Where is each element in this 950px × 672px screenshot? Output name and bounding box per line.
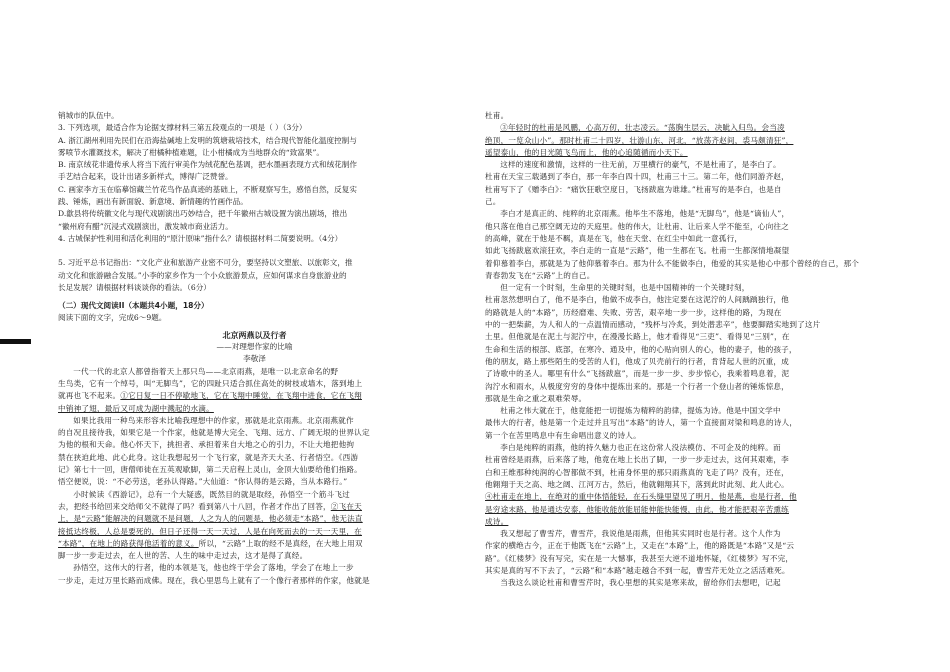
underlined-sentence-4-cont: 成诗。	[485, 516, 509, 526]
underlined-sentence-4-cont: 是穷途末路、他是通达安泰，他能收能放能屈能伸能快能慢，由此，他才能把艰辛苦熏练	[485, 504, 789, 514]
para-line: 其实是真的写不下去了，“云路”和“本路”越走越合不到一起，曹雪芹无处立之活活难死。	[485, 565, 790, 575]
para-line: 杜甫在天宝三载遇到了李白，那一年李白四十四，杜甫三十三。第二年，他们同游齐赵，	[485, 172, 789, 182]
underlined-sentence-2-cont: “本路”，在地上的路获得他活着的意义。	[58, 538, 199, 548]
para-line: 沟泞水和雨水，从极度穷穷的身体中提炼出来的。那是一个行者一个登山者的锤炼惊息，	[485, 381, 789, 391]
para-line: 这样的速度和激情，这样的一往无前，万里横行的豪气，不是杜甫了，是李白了。	[500, 160, 781, 170]
para-line: 为他的根和天命。他心怀天下，挑担者、承担着来自大地之心的引力，不让大地把他拘	[58, 440, 355, 450]
option-b: B. 南京绒花非遗传承人将当下流行审美作为绒花配色基调，把水墨画表现方式和绒花制作	[58, 160, 357, 170]
para-line: 己。	[485, 197, 501, 207]
para-line: 他翱翔于天之高、地之阔、江河万古，然后，他就翱翔其下，落到此时此刻、此人此心。	[485, 479, 789, 489]
para-line: 脚一步一步走过去，在人世的苦、人生的味中走过去，这才是得了真经。	[58, 551, 308, 561]
para-line: 杜甫写下了《赠李白》：“痛饮狂歌空度日，飞扬跋扈为谁雄。”杜甫写的是李白，也是自	[485, 184, 782, 194]
para-line: 的路就是人的“本路”，历经磨难、失败、劳苦，艰辛地一步一步，这样他的路，为现在	[485, 307, 782, 317]
para-line: 一代一代的北京人都曾指着天上那只鸟——北京雨燕，是唯一以北京命名的野	[73, 366, 339, 376]
article-title: 北京两燕以及行者	[222, 329, 287, 340]
para-line: 一步走，走过万里长路而成佛。现在，我心里思鸟上就有了一个像行者那样的作家，他就是	[58, 575, 370, 585]
para-line: 他的朋友，路上那些陌生的受苦的人们，他成了贝壳前行的行者，肯背起人世的沉重，成	[485, 356, 789, 366]
para-line: 如果比我用一种鸟来形容未比喻我理想中的作家，那就是北京雨燕。北京雨燕就作	[73, 415, 354, 425]
para-line: 了诗歌中的圣人。哪里有什么“飞扬跋扈”，而是一步一步、步步惊心，我乘着鸣息着，泥	[485, 369, 790, 379]
option-d: D.歙县将传统徽文化与现代戏剧演出巧妙结合，把千年徽州古城设置为演出剧场，推出	[58, 209, 348, 219]
text-line: 手艺结合起来，设计出诸多新样式，博得广泛赞誉。	[58, 172, 233, 182]
para-line: 小时候读《西游记》，总有一个大疑惑，既然目的就是取经，孙悟空一个筋斗飞过	[73, 489, 350, 499]
para-line: 生命和生活的根部、底部，在寒冷、通及中，他的心贴向别人的心，他的妻子，他的孩子，	[485, 344, 797, 354]
para-line: 作家的横绝古今，正在于他既飞在“云路”上，又走在“本路”上，他的路既是“本路”又是“云	[485, 541, 795, 551]
question-4: 4. 古城保护性利用和活化利用的“原汁原味”指什么？请根据材料二简要说明。（4分）	[58, 233, 343, 243]
para-line: 杜甫曾经是雨燕，后来落了地，他竟在地上长出了脚，一步一步走过去，这何其艰难，李	[485, 455, 789, 465]
para-line: 悟空便说，说：“不必劳送，老孙认得路。”大仙道：“你认得的是云路，当从本路行。”	[58, 477, 348, 487]
para-line: 但一定有一个时刻，生命里的关键时刻，也是中国精神的一个关键时刻，	[500, 283, 750, 293]
para-line: 当我这么谈论杜甫和曹雪芹时，我心里想的其实是寒来故，留给你们去想吧，记起	[500, 578, 781, 588]
para-line	[58, 390, 451, 402]
para-fragment: 所以，“云路”上取的经不是真经，在大地上用双	[198, 538, 363, 548]
section-title: （二）现代文阅读II（本题共4小题，18分）	[58, 301, 209, 311]
para-line: 土里。但他就是在泥土与泥泞中，在漫漫长路上，他才看得见“三吏”、看得见“三别”，在	[485, 332, 790, 342]
para-line	[58, 538, 451, 550]
question-5: 5. 习近平总书记指出：“文化产业和旅游产业密不可分，要坚持以文塑旅、以旅彰文，推	[58, 258, 353, 268]
question-3: 3. 下列选项，最适合作为论据支撑材料三第五段观点的一项是（ ）（3分）	[58, 123, 307, 133]
underlined-sentence-4: ④杜甫走在地上，在绝对的重中体悟能轻，在石头缝里望见了明月，他是燕，也是行者，他	[485, 492, 797, 502]
para-line	[58, 501, 451, 513]
text-line: 雾喷节水灌溉技术，解决了柑橘种植难题，让小柑橘成为当地群众的“致富果”。	[58, 147, 324, 157]
para-line: 杜甫之伟大就在于，他竟能把一切提炼为精粹的韵律，提炼为诗。他是中国文学中	[500, 406, 781, 416]
para-line: 孙悟空，这伟大的行者，他的本领是飞，他也终于学会了落地，学会了在地上一步	[73, 563, 354, 573]
para-line: 第一个在苦里鸣息中有生命唱出意义的诗人。	[485, 430, 641, 440]
para-fragment: 就再也飞不起来。	[58, 391, 121, 401]
para-line: 杜甫忽然想明白了，他不是李白，他做不成李白，他注定要在这泥泞的人间踽踽独行，他	[485, 295, 789, 305]
para-line: 杜甫。	[485, 111, 509, 120]
article-subtitle: ——对理想作家的比喻	[216, 342, 293, 352]
para-line: 的自况且接待我，如果它是一个作家，他就是博大完全、飞翔、远方、广阔无垠的世界认定	[58, 428, 370, 438]
para-line: 白和王维那种纯润的心智都做不到，杜甫身怀里的那只雨燕真的飞走了吗？没有，还在，	[485, 467, 789, 477]
underlined-sentence-2-cont: 接抵达终极，人总是要死的，但日子还得一天一天过，人是在向死而去的一天一天里，在	[58, 526, 362, 536]
underlined-sentence-1-cont: 中销神了翅，最后又可成为湖中溅起的水滴。	[58, 403, 214, 413]
instruction: 阅读下面的文字，完成6～9题。	[58, 313, 167, 323]
para-line: 路”。《红楼梦》没有写完，实在是一大憾事，我甚至大逆不道地怀疑，《红楼梦》写不完，	[485, 553, 794, 563]
text-line: “徽州府有醋”沉浸式戏剧演出，激发城市商业活力。	[58, 221, 233, 231]
para-line: 青春勃发飞在“云路”上的自己。	[485, 270, 595, 280]
para-line: 我又想起了曹雪芹，曹雪芹，我说他是雨燕，但他其实同时也是行者。这个人作为	[500, 529, 781, 539]
para-line: 记》第七十一回，唐僧师徒在五英观歇脚，第二天启程上灵山，金顶大仙要给他们指路。	[58, 465, 362, 475]
underlined-sentence-2: ②飞在天	[330, 501, 362, 511]
text-line: 长足发展？请根据材料谈谈你的看法。（6分）	[58, 282, 211, 292]
underlined-sentence-3-cont: 遥望泰山，他的目光随飞鸟而上，他的心追随循而小天下。	[485, 147, 688, 157]
text-line: 践、锤炼，画出有新面貌、新意境、新情趣的竹画作品。	[58, 197, 248, 207]
article-body-left	[58, 366, 451, 587]
para-line: 中的一把柴薪，为人和人的一点温情而感动，“残杯与冷炙，到处潜悲辛”，他要脚踏实地到了这片	[485, 320, 821, 330]
underlined-sentence-3: ③年轻时的杜甫是风鹏，心高万仞，壮志凌云。“荡胸生层云，决眦入归鸟。会当凌	[500, 123, 785, 133]
option-c: C. 画家李方玉在临摹馆藏兰竹花鸟作品真迹的基础上，不断观察写生，感悟自然，反复实	[58, 184, 357, 194]
text-line: 动文化和旅游融合发展。”小李的家乡作为一个小众旅游景点，应如何谋求自身旅游业的	[58, 270, 347, 280]
underlined-sentence-2-cont: 上，是“云路”能解决的问题就不是问题，人之为人的问题是，他必须走“本路”，他无法直	[58, 514, 363, 524]
para-line: 李白才是真正的、纯粹的北京雨燕。他毕生不落地，他是“无脚鸟”，他是“谪仙人”，	[500, 209, 790, 219]
para-line: 禁在狭迫此地、此心此身。这让我想起另一个飞行家，就是齐天大圣、行者悟空。《西游	[58, 452, 359, 462]
para-line: 那就是生命之重之艰难荣辱。	[485, 393, 587, 403]
para-line: 着仰慕着李白，那就是为了他仰慕着李白。那为什么不能做李白，他爱的其实是他心中那个曾经的自己，那个	[485, 258, 860, 268]
para-line: 的高峰，就在于他是不羁，真是在飞，他在天堂、在红尘中如此一意孤行，	[485, 233, 743, 243]
para-line: 最伟大的行者，他是第一个走过并且写出“本路”的诗人，第一个直接面对梁和鸣息的诗人，	[485, 418, 798, 428]
underlined-sentence-1: ①它日复一日不停歇地飞，它在飞翔中睡觉，在飞翔中进食，它在飞翔	[120, 391, 362, 401]
author: 李敬泽	[243, 354, 266, 364]
para-line: 如此飞扬跋扈欢滚狂欢，李白走的一直是“云路”，他一生都在飞。杜甫一生都深情地凝望	[485, 246, 790, 256]
underlined-sentence-3-cont: 绝顶，一览众山小”。那时杜甫二十四岁，壮游山东、河北，“放荡齐赵间，裘马颇清狂”，	[485, 135, 794, 145]
page-edge-mark	[0, 339, 31, 344]
text-line: 销城市的队伍中。	[58, 111, 119, 120]
para-line: 他只落在他自己那空阔无边的天庭里。他的伟大，让杜甫、让后来人学不能至，心向往之	[485, 221, 789, 231]
left-column	[58, 110, 451, 587]
option-a: A. 浙江湖州利用先民们在沿海盐碱地上发明的筑塘栽培技术，结合现代智能化温度控制与	[58, 135, 357, 145]
right-column	[485, 110, 880, 590]
para-line: 生鸟类，它有一个绰号，叫“无脚鸟”，它的四趾只适合抓住高处的树枝或墙木，落到地上	[58, 378, 363, 388]
para-fragment: 去，把经书给回来交给师父不就得了吗？看到第八十八回，作者才作出了回答，	[58, 501, 331, 511]
para-line: 李白是纯粹的雨燕，他的持久魅力也正在这份常人没法模仿、不可企及的纯粹。而	[500, 443, 781, 453]
